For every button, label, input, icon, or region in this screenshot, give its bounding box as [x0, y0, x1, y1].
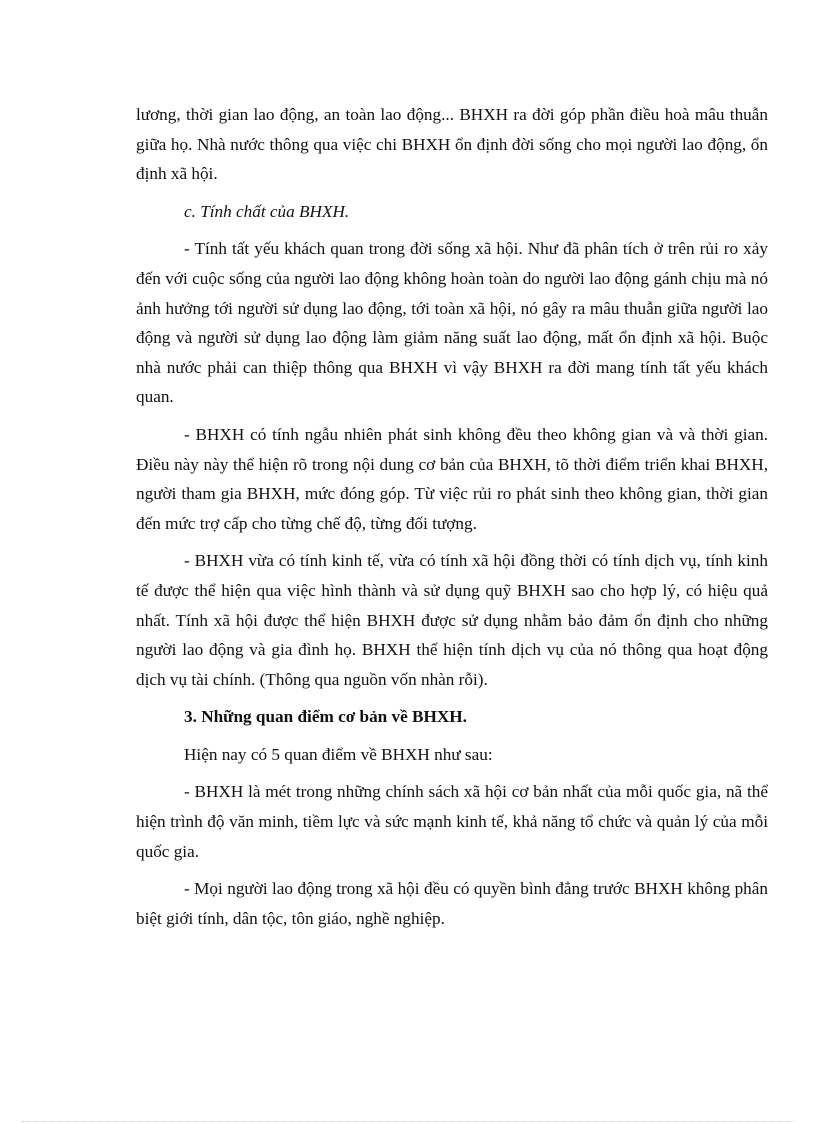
paragraph-continuation: lương, thời gian lao động, an toàn lao động... BHXH ra đời góp phần điều hoà mâu thuẫn giữa họ. Nhà nước thông qua việc chi BHXH ổn định đời sống cho mọi người lao động, ổn định xã hội. [136, 105, 768, 184]
paragraph: - BHXH vừa có tính kinh tế, vừa có tính xã hội đồng thời có tính dịch vụ, tính kinh tế được thể hiện qua việc hình thành và sử dụng quỹ BHXH sao cho hợp lý, có hiệu quả nhất. Tính xã hội được thể hiện BHXH được sử dụng nhằm bảo đảm ổn định cho những người lao động và gia đình họ. BHXH thể hiện tính dịch vụ của nó thông qua hoạt động dịch vụ tài chính. (Thông qua nguồn vốn nhàn rỗi). [136, 551, 768, 689]
section-heading: 3. Những quan điểm cơ bản về BHXH. [184, 707, 467, 727]
paragraph: - Mọi người lao động trong xã hội đều có quyền bình đẳng trước BHXH không phân biệt giới tính, dân tộc, tôn giáo, nghề nghiệp. [136, 879, 768, 928]
paragraph: - BHXH có tính ngẫu nhiên phát sinh không đều theo không gian và và thời gian. Điều này này thể hiện rõ trong nội dung cơ bản của BHXH, tõ thời điểm triển khai BHXH, người tham gia BHXH, mức đóng góp. Từ việc rủi ro phát sinh theo không gian, thời gian đến mức trợ cấp cho từng chế độ, từng đối tượng. [136, 424, 768, 533]
page-bottom-divider [22, 1121, 794, 1122]
section-subheading: c. Tính chất của BHXH. [184, 201, 350, 221]
paragraph: - BHXH là mét trong những chính sách xã hội cơ bản nhất của mỗi quốc gia, nã thể hiện trình độ văn minh, tiềm lực và sức mạnh kinh tế, khả năng tổ chức và quản lý của mỗi quốc gia. [136, 782, 768, 861]
paragraph: Hiện nay có 5 quan điểm về BHXH như sau: [184, 744, 493, 764]
paragraph: - Tính tất yếu khách quan trong đời sống xã hội. Như đã phân tích ở trên rủi ro xảy đến với cuộc sống của người lao động không hoàn toàn do người lao động gánh chịu mà nó ảnh hưởng tới người sử dụng lao động, tới toàn xã hội, nó gây ra mâu thuẫn giữa người lao động và người sử dụng lao động làm giảm năng suất lao động, mất ổn định xã hội. Buộc nhà nước phải can thiệp thông qua BHXH vì vậy BHXH ra đời mang tính tất yếu khách quan. [136, 239, 768, 407]
document-body [136, 100, 768, 941]
